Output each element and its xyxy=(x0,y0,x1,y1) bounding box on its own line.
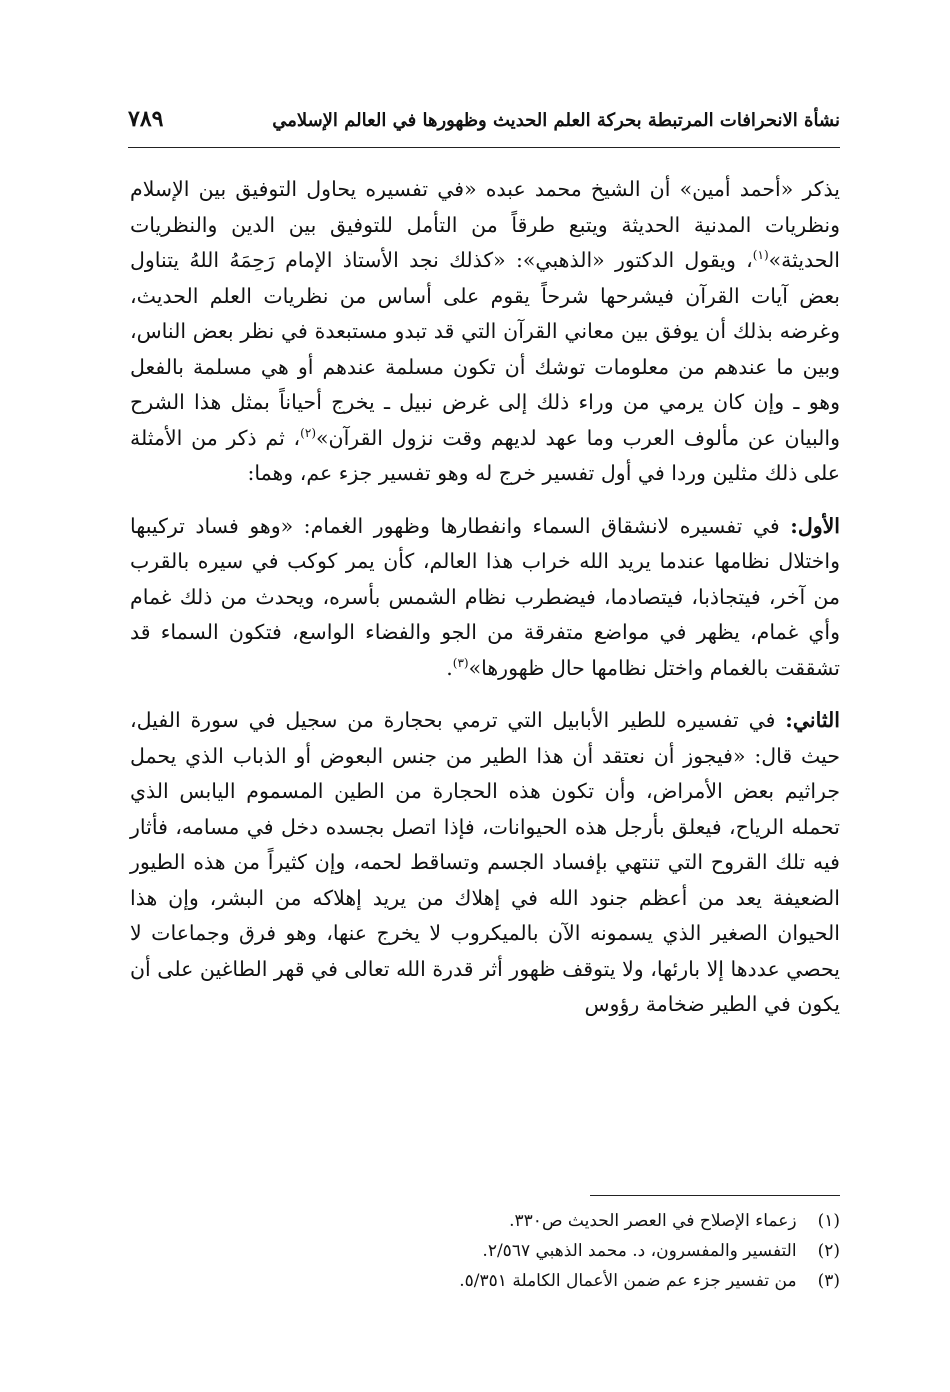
paragraph-text: في تفسيره لانشقاق السماء وانفطارها وظهور الغمام: «وهو فساد تركيبها واختلال نظامها عندما يريد الله خراب هذا العالم، كأن يمر كوكب في سيره بالقرب من آخر، فيتجاذبا، فيتصادما، فيضطرب نظام الشمس بأسره، ويحدث من ذلك غمام وأي غمام، يظهر في مواضع متفرقة من الجو والفضاء الواسع، فتكون السماء قد تشققت بالغمام واختل نظامها حال ظهورها» xyxy=(130,513,840,680)
running-header xyxy=(128,104,840,144)
footnote-divider xyxy=(590,1195,840,1196)
paragraph-text: في تفسيره للطير الأبابيل التي ترمي بحجارة من سجيل في سورة الفيل، حيث قال: «فيجوز أن نعتقد أن هذا الطير من جنس البعوض أو الذباب الذي يحمل جراثيم بعض الأمراض، وأن تكون هذه الحجارة من الطين المسموم اليابس الذي تحمله الرياح، فيعلق بأرجل هذه الحيوانات، فإذا اتصل بجسده دخل في مسامه، فأثار فيه تلك القروح التي تنتهي بإفساد الجسم وتساقط لحمه، وإن كثيراً من هذه الطيور الضعيفة يعد من أعظم جنود الله في إهلاك من يريد إهلاكه من البشر، وإن هذا الحيوان الصغير الذي يسمونه الآن بالميكروب لا يخرج عنها، وهو فرق وجماعات لا يحصي عددها إلا بارئها، ولا يتوقف ظهور أثر قدرة الله تعالى في قهر الطاغين على أن يكون في الطير ضخامة رؤوس xyxy=(130,708,840,1016)
paragraph-intro xyxy=(130,172,840,492)
page-number: ٧٨٩ xyxy=(128,106,164,132)
paragraph-text: ، ويقول الدكتور «الذهبي»: «كذلك نجد الأستاذ الإمام رَحِمَهُ اللهُ يتناول بعض آيات القرآن فيشرحها شرحاً يقوم على أساس من نظريات العلم الحديث، وغرضه بذلك أن يوفق بين معاني القرآن التي قد تبدو مستبعدة في نظر بعض الناس، وبين ما عندهم من معلومات توشك أن تكون مسلمة عندهم أو هي مسلمة بالفعل وهو ـ وإن كان يرمي من وراء ذلك إلى غرض نبيل ـ يخرج أحياناً بمثل هذا الشرح والبيان عن مألوف العرب وما عهد لديهم وقت نزول القرآن» xyxy=(130,248,840,450)
paragraph-lead: الأول: xyxy=(790,513,840,538)
header-divider xyxy=(128,147,840,148)
paragraph-second-example xyxy=(130,703,840,1023)
main-text xyxy=(130,172,840,1023)
footnote-item xyxy=(130,1206,840,1236)
footnote-number: (٣) xyxy=(817,1271,840,1291)
footnote-ref: (١) xyxy=(752,248,769,263)
footnote-ref: (٣) xyxy=(452,655,469,670)
footnote-text: زعماء الإصلاح في العصر الحديث ص٣٣٠. xyxy=(509,1211,797,1231)
paragraph-text: ، ثم ذكر من الأمثلة على ذلك مثلين وردا في أول تفسير خرج له وهو تفسير جزء عم، وهما: xyxy=(130,425,840,485)
footnote-text: التفسير والمفسرون، د. محمد الذهبي ٢/٥٦٧. xyxy=(482,1241,797,1261)
footnote-text: من تفسير جزء عم ضمن الأعمال الكاملة ٥/٣٥١. xyxy=(459,1271,797,1291)
paragraph-text: . xyxy=(446,655,453,680)
paragraph-text: يذكر «أحمد أمين» أن الشيخ محمد عبده «في تفسيره يحاول التوفيق بين الإسلام ونظريات المدنية الحديثة ويتبع طرقاً من التأمل للتوفيق بين الدين والنظريات الحديثة» xyxy=(130,177,840,272)
footnote-item xyxy=(130,1236,840,1266)
footnotes xyxy=(130,1206,840,1296)
footnote-number: (١) xyxy=(817,1211,840,1231)
footnote-number: (٢) xyxy=(817,1241,840,1261)
paragraph-first-example xyxy=(130,509,840,687)
footnote-ref: (٢) xyxy=(300,425,316,440)
paragraph-lead: الثاني: xyxy=(785,708,840,732)
footnote-item xyxy=(130,1266,840,1296)
running-title: نشأة الانحرافات المرتبطة بحركة العلم الحديث وظهورها في العالم الإسلامي xyxy=(272,110,840,131)
